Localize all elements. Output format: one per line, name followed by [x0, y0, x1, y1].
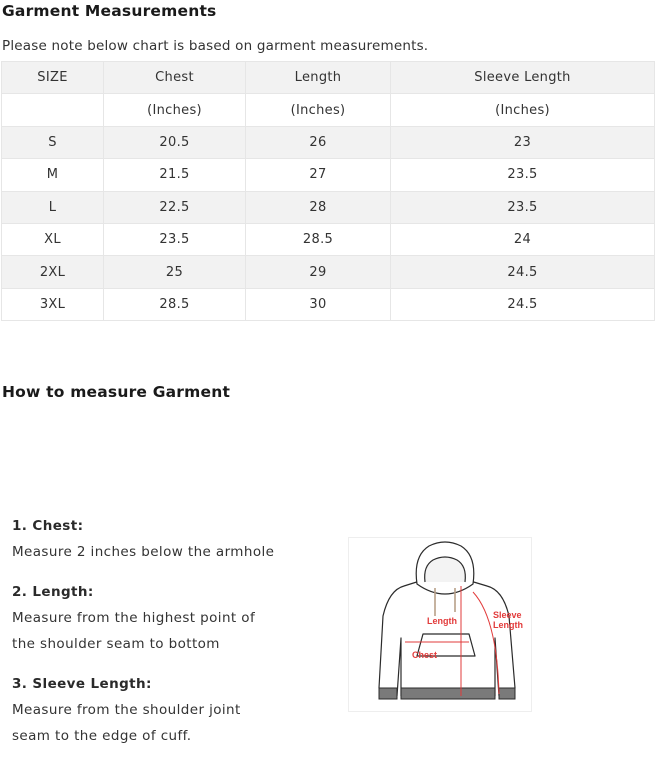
unit-cell: (Inches) — [104, 94, 246, 126]
length-cell: 30 — [246, 288, 391, 320]
step-text: Measure from the shoulder joint — [12, 702, 241, 718]
table-header-row — [2, 62, 655, 94]
step-title: 1. Chest: — [12, 518, 84, 534]
table-row — [2, 223, 655, 255]
length-cell: 29 — [246, 256, 391, 288]
sleeve-cell: 24 — [391, 223, 655, 255]
length-cell: 27 — [246, 159, 391, 191]
chest-cell: 21.5 — [104, 159, 246, 191]
header-cell-chest: Chest — [104, 62, 246, 94]
step-text: Measure 2 inches below the armhole — [12, 544, 275, 560]
length-label: Length — [427, 616, 457, 626]
chest-cell: 20.5 — [104, 126, 246, 158]
unit-cell: (Inches) — [391, 94, 655, 126]
sleeve-cell: 23 — [391, 126, 655, 158]
step-text: seam to the edge of cuff. — [12, 728, 192, 744]
step-text: Measure from the highest point of — [12, 610, 256, 626]
step-length — [12, 579, 332, 657]
chest-cell: 22.5 — [104, 191, 246, 223]
section-heading: How to measure Garment — [2, 383, 231, 401]
step-chest — [12, 513, 332, 565]
sleeve-label-line1: Sleeve — [493, 610, 522, 620]
table-row — [2, 256, 655, 288]
size-cell: S — [2, 126, 104, 158]
header-cell-sleeve-length: Sleeve Length — [391, 62, 655, 94]
table-row — [2, 126, 655, 158]
size-cell: 2XL — [2, 256, 104, 288]
size-cell: L — [2, 191, 104, 223]
sleeve-label-line2: Length — [493, 620, 523, 630]
hoodie-measurement-diagram — [348, 537, 532, 712]
chest-cell: 25 — [104, 256, 246, 288]
size-chart-table — [1, 61, 655, 321]
table-row — [2, 288, 655, 320]
sleeve-cell: 24.5 — [391, 256, 655, 288]
table-row — [2, 159, 655, 191]
table-row — [2, 191, 655, 223]
measure-steps — [12, 513, 332, 763]
unit-cell: (Inches) — [246, 94, 391, 126]
chest-cell: 28.5 — [104, 288, 246, 320]
table-units-row — [2, 94, 655, 126]
chart-note: Please note below chart is based on garment measurements. — [2, 38, 429, 54]
header-cell-size: SIZE — [2, 62, 104, 94]
page-title: Garment Measurements — [2, 2, 217, 20]
sleeve-cell: 23.5 — [391, 159, 655, 191]
header-cell-length: Length — [246, 62, 391, 94]
sleeve-cell: 24.5 — [391, 288, 655, 320]
step-sleeve-length — [12, 671, 332, 749]
sleeve-cell: 23.5 — [391, 191, 655, 223]
chest-cell: 23.5 — [104, 223, 246, 255]
unit-cell — [2, 94, 104, 126]
length-cell: 28 — [246, 191, 391, 223]
length-cell: 26 — [246, 126, 391, 158]
hoodie-icon — [349, 538, 531, 711]
length-cell: 28.5 — [246, 223, 391, 255]
size-cell: 3XL — [2, 288, 104, 320]
chest-label: Chest — [412, 650, 438, 660]
step-title: 2. Length: — [12, 584, 94, 600]
step-title: 3. Sleeve Length: — [12, 676, 152, 692]
step-text: the shoulder seam to bottom — [12, 636, 220, 652]
size-cell: XL — [2, 223, 104, 255]
size-cell: M — [2, 159, 104, 191]
